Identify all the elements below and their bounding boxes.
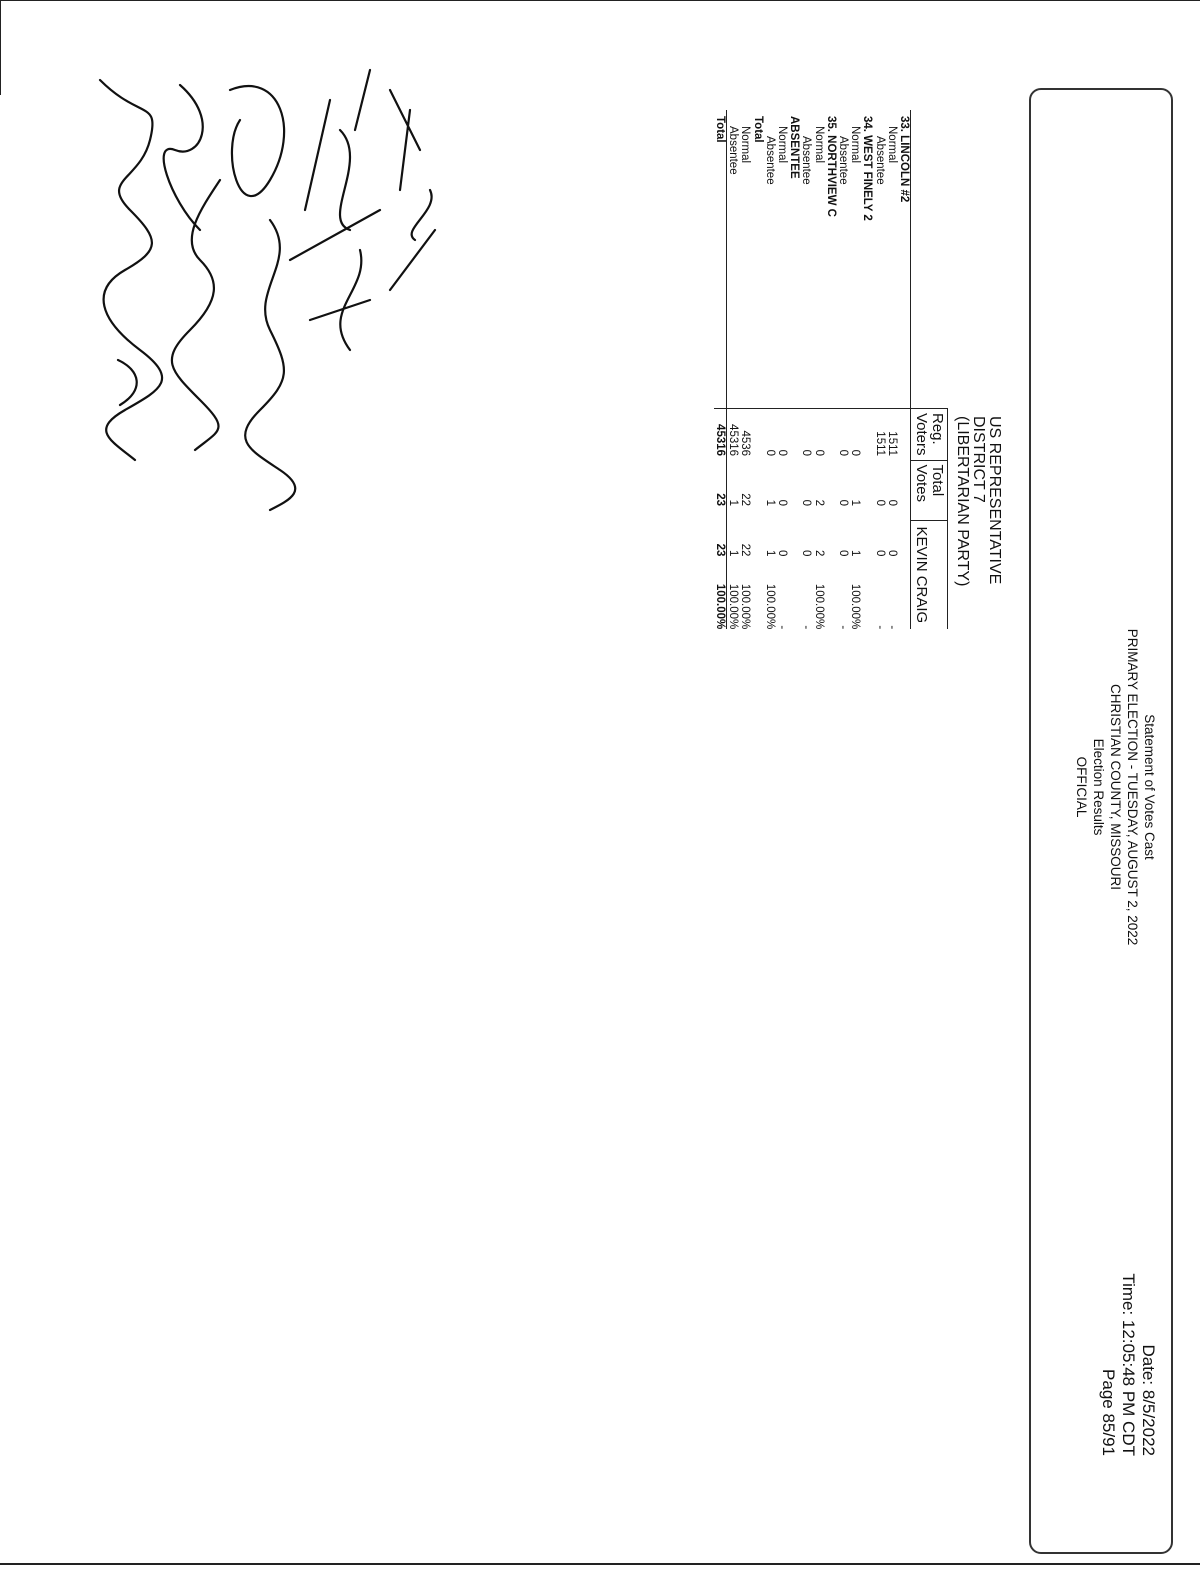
signature-5	[355, 70, 435, 290]
precinct-name-cell: Normal	[849, 110, 861, 409]
report-meta	[1098, 1273, 1158, 1456]
candidate-votes-cell	[898, 520, 911, 556]
candidate-votes-cell: 1	[726, 520, 739, 556]
heading-line: PRIMARY ELECTION - TUESDAY, AUGUST 2, 2022	[1125, 628, 1140, 946]
candidate-votes-cell: 1	[849, 550, 862, 557]
table-row	[898, 110, 911, 629]
candidate-percent-cell: 100.00%	[714, 556, 727, 629]
heading-line: CHRISTIAN COUNTY, MISSOURI	[1108, 683, 1123, 891]
contest-title-line: DISTRICT 7	[970, 416, 987, 503]
precinct-name-cell: Absentee	[764, 110, 776, 409]
precinct-header-cell	[911, 110, 948, 409]
votes-table	[714, 110, 948, 629]
candidate-header: KEVIN CRAIG	[911, 520, 948, 629]
total-votes-cell: 23	[714, 460, 727, 520]
total-votes-cell: 1	[849, 499, 862, 507]
table-row	[837, 110, 849, 629]
total-votes-cell: 2	[812, 499, 825, 507]
precinct-name-cell: ABSENTEE	[788, 110, 800, 409]
total-votes-cell: 0	[885, 499, 898, 507]
precinct-name-cell: 33. LINCOLN #2	[898, 110, 911, 409]
candidate-percent-cell	[898, 556, 911, 629]
candidate-percent-cell: 100.00%	[812, 583, 825, 630]
heading-line: Statement of Votes Cast	[1142, 714, 1157, 860]
precinct-name-cell: Absentee	[800, 110, 812, 409]
candidate-percent-cell	[788, 556, 800, 629]
report-date: Date: 8/5/2022	[1139, 1344, 1158, 1456]
candidate-percent-cell: -	[885, 625, 898, 630]
signature-4	[290, 100, 380, 350]
candidate-percent-cell: -	[873, 625, 886, 630]
table-header-row	[911, 110, 948, 629]
candidate-percent-cell: 100.00%	[763, 583, 776, 630]
table-row	[751, 110, 763, 629]
precinct-name-cell: Normal	[776, 110, 788, 409]
total-votes-cell: 0	[873, 499, 886, 507]
candidate-votes-cell: 0	[885, 550, 898, 557]
handwritten-signatures	[60, 60, 520, 520]
candidate-votes-cell: 0	[873, 550, 886, 557]
contest-title	[954, 416, 1002, 586]
total-votes-header	[911, 460, 948, 520]
reg-voters-cell	[898, 409, 911, 461]
total-votes-cell: 0	[775, 499, 788, 507]
reg-voters-cell: 0	[775, 449, 788, 457]
signature-1	[100, 80, 162, 460]
candidate-percent-cell	[825, 556, 837, 629]
candidate-votes-cell: 2	[812, 550, 825, 557]
candidate-votes-cell: 0	[800, 550, 813, 557]
total-votes-cell: 1	[726, 460, 739, 520]
signatures-drawing	[60, 60, 520, 520]
precinct-name-cell: Total	[714, 110, 727, 409]
candidate-votes-cell: 1	[763, 550, 776, 557]
candidate-votes-cell: 23	[714, 520, 727, 556]
candidate-percent-cell: 100.00%	[849, 583, 862, 630]
reg-voters-cell: 0	[763, 449, 776, 457]
total-votes-cell: 22	[739, 493, 752, 507]
table-row	[788, 110, 800, 629]
precinct-name-cell: Absentee	[726, 110, 739, 409]
candidate-votes-cell: 22	[739, 543, 752, 557]
reg-voters-cell: 45316	[714, 409, 727, 461]
table-row	[861, 110, 873, 629]
reg-voters-cell: 0	[800, 449, 813, 457]
precinct-name-cell: Normal	[812, 110, 824, 409]
candidate-percent-cell	[751, 556, 763, 629]
reg-voters-cell: 1511	[873, 431, 886, 457]
precinct-name-cell: Absentee	[837, 110, 849, 409]
total-votes-cell: 1	[763, 499, 776, 507]
candidate-percent-cell: -	[775, 625, 788, 630]
heading-line: OFFICIAL	[1074, 756, 1089, 818]
total-header-line1: Total	[929, 464, 946, 497]
reg-voters-cell: 0	[836, 449, 849, 457]
total-votes-cell	[861, 460, 873, 520]
contest-title-line: (LIBERTARIAN PARTY)	[954, 416, 971, 587]
signature-3	[230, 86, 295, 510]
table-row	[776, 110, 788, 629]
contest-title-line: US REPRESENTATIVE	[986, 416, 1003, 585]
candidate-percent-cell: 100.00%	[726, 556, 739, 629]
precinct-name-cell: Normal	[886, 110, 898, 409]
candidate-votes-cell	[751, 520, 763, 556]
candidate-percent-cell: 100.00%	[739, 583, 752, 630]
candidate-percent-cell: -	[800, 625, 813, 630]
table-row	[873, 110, 885, 629]
table-row	[825, 110, 837, 629]
reg-header-line2: Voters	[913, 413, 930, 456]
total-votes-cell	[898, 460, 911, 520]
candidate-votes-cell	[861, 520, 873, 556]
total-header-line2: Votes	[913, 464, 930, 503]
reg-voters-cell: 4536	[739, 430, 752, 457]
reg-voters-cell	[788, 409, 800, 461]
table-row	[800, 110, 812, 629]
reg-voters-cell: 45316	[726, 409, 739, 461]
candidate-percent-cell	[861, 556, 873, 629]
reg-voters-cell: 0	[812, 449, 825, 457]
table-row	[812, 110, 824, 629]
precinct-name-cell: 35. NORTHVIEW C	[825, 110, 837, 409]
report-time: Time: 12:05:48 PM CDT	[1119, 1273, 1138, 1456]
precinct-name-cell: 34. WEST FINELY 2	[861, 110, 873, 409]
table-row	[764, 110, 776, 629]
table-row	[849, 110, 861, 629]
total-votes-cell	[788, 460, 800, 520]
total-votes-cell	[825, 460, 837, 520]
precinct-name-cell: Absentee	[873, 110, 885, 409]
candidate-votes-cell	[788, 520, 800, 556]
candidate-percent-cell: -	[836, 625, 849, 630]
total-votes-cell	[751, 460, 763, 520]
candidate-votes-cell: 0	[775, 550, 788, 557]
candidate-votes-cell: 0	[836, 550, 849, 557]
reg-header-line1: Reg.	[929, 413, 946, 445]
table-row	[739, 110, 751, 629]
reg-voters-header	[911, 409, 948, 461]
reg-voters-cell	[751, 409, 763, 461]
total-votes-cell: 0	[800, 499, 813, 507]
signature-2	[164, 85, 220, 450]
precinct-name-cell: Total	[751, 110, 763, 409]
heading-line: Election Results	[1091, 738, 1106, 836]
reg-voters-cell	[825, 409, 837, 461]
table-body	[714, 110, 911, 629]
reg-voters-cell	[861, 409, 873, 461]
total-votes-cell: 0	[836, 499, 849, 507]
candidate-votes-cell	[825, 520, 837, 556]
precinct-name-cell: Normal	[739, 110, 751, 409]
report-page-number: Page 85/91	[1099, 1369, 1118, 1456]
table-row	[886, 110, 898, 629]
reg-voters-cell: 1511	[885, 431, 898, 457]
table-row	[714, 110, 727, 629]
reg-voters-cell: 0	[849, 449, 862, 457]
table-row	[726, 110, 739, 629]
